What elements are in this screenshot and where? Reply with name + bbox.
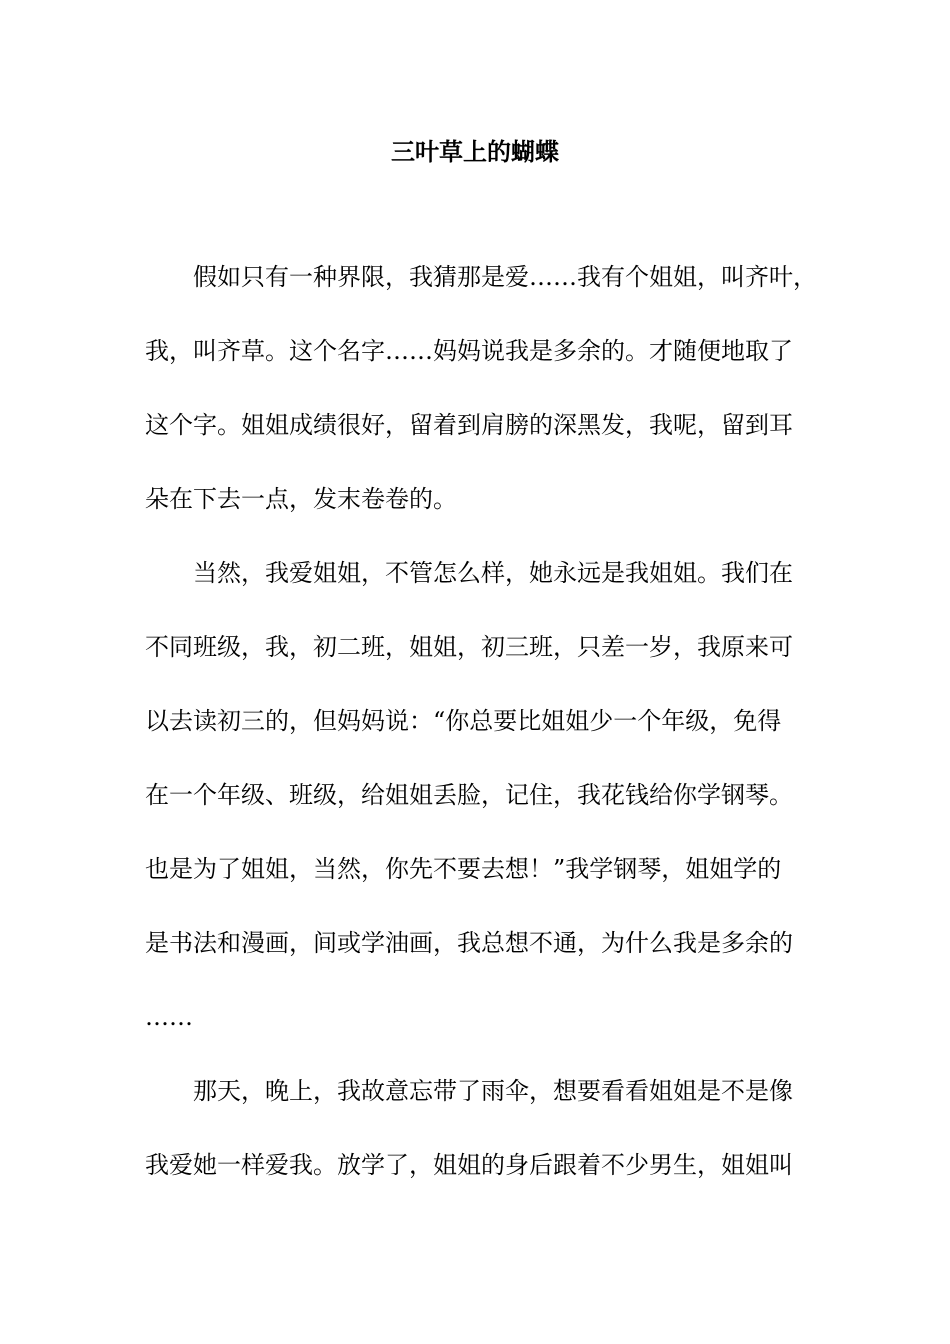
document-body xyxy=(145,255,825,1217)
paragraph-line: 在一个年级、班级，给姐姐丢脸，记住，我花钱给你学钢琴。 xyxy=(145,781,793,809)
document-title: 三叶草上的蝴蝶 xyxy=(391,137,559,166)
paragraph-line: 那天，晚上，我故意忘带了雨伞，想要看看姐姐是不是像 xyxy=(193,1077,793,1105)
paragraph-line: 这个字。姐姐成绩很好，留着到肩膀的深黑发，我呢，留到耳 xyxy=(145,411,793,439)
paragraph-line: 不同班级，我，初二班，姐姐，初三班，只差一岁，我原来可 xyxy=(145,633,793,661)
paragraph-line: 朵在下去一点，发末卷卷的。 xyxy=(145,485,457,513)
paragraph-line: 以去读初三的，但妈妈说：“你总要比姐姐少一个年级，免得 xyxy=(145,707,782,735)
paragraph-line: 是书法和漫画，间或学油画，我总想不通，为什么我是多余的 xyxy=(145,929,793,957)
paragraph-line: …… xyxy=(145,1003,193,1031)
paragraph-line: 我爱她一样爱我。放学了，姐姐的身后跟着不少男生，姐姐叫 xyxy=(145,1151,793,1179)
paragraph-line: 我，叫齐草。这个名字……妈妈说我是多余的。才随便地取了 xyxy=(145,337,793,365)
paragraph-line: 假如只有一种界限，我猜那是爱……我有个姐姐，叫齐叶， xyxy=(193,263,817,291)
paragraph-line: 也是为了姐姐，当然，你先不要去想！”我学钢琴，姐姐学的 xyxy=(145,855,782,883)
paragraph-line: 当然，我爱姐姐，不管怎么样，她永远是我姐姐。我们在 xyxy=(193,559,793,587)
